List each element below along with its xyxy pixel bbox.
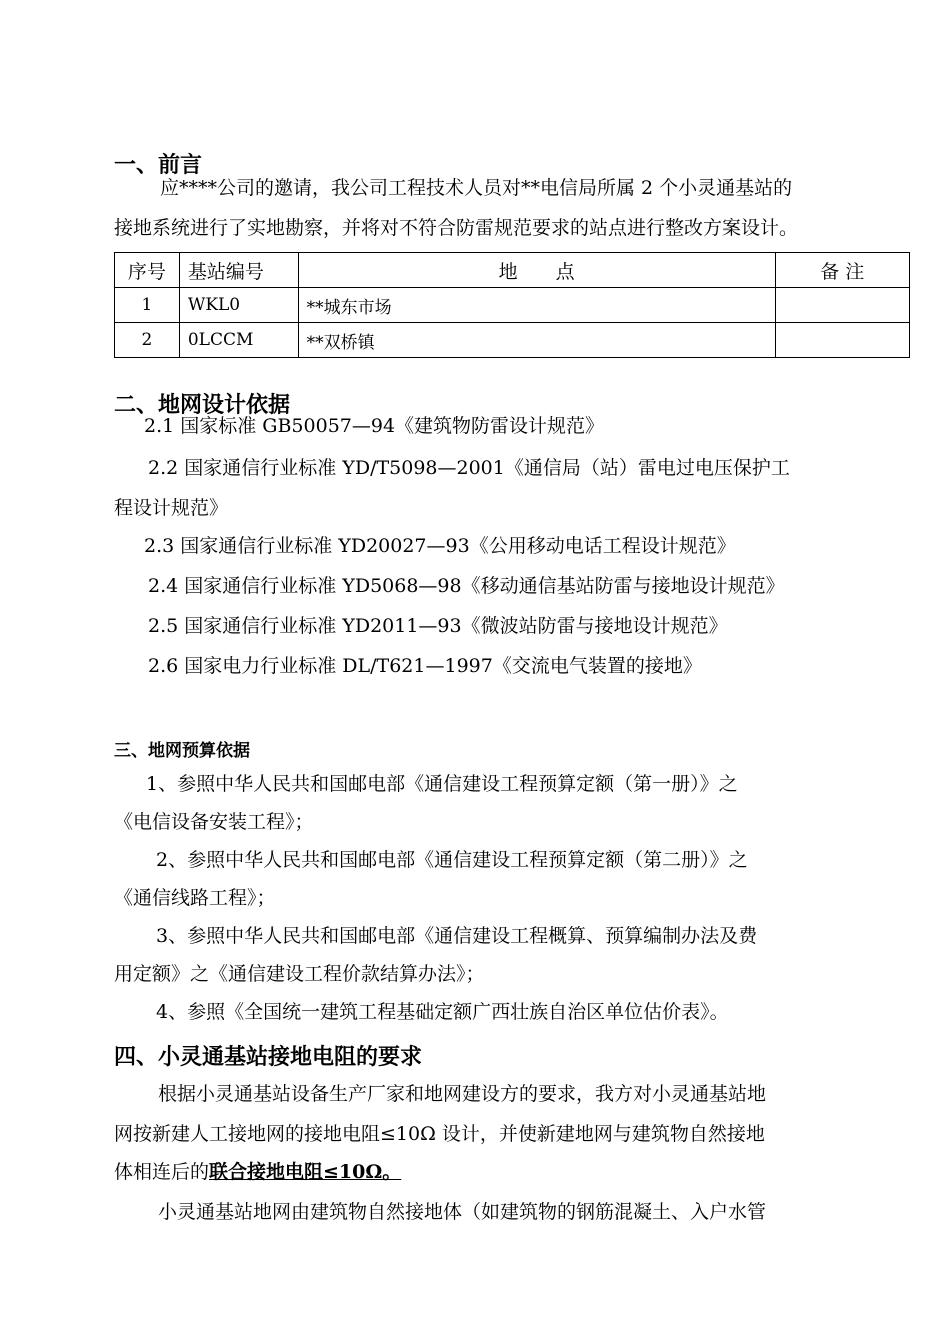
standard-item: 2.1 国家标准 GB50057—94《建筑物防雷设计规范》 xyxy=(144,415,605,437)
row-location: **城东市场 xyxy=(298,288,775,323)
requirement-text: 体相连后的 xyxy=(114,1161,210,1183)
section-1-title: 一、前言 xyxy=(114,153,203,178)
standard-item: 2.6 国家电力行业标准 DL/T621—1997《交流电气装置的接地》 xyxy=(148,655,702,677)
standard-item: 2.2 国家通信行业标准 YD/T5098—2001《通信局（站）雷电过电压保护工 xyxy=(148,457,790,479)
standard-item: 2.4 国家通信行业标准 YD5068—98《移动通信基站防雷与接地设计规范》 xyxy=(148,575,785,597)
standard-item: 2.3 国家通信行业标准 YD20027—93《公用移动电话工程设计规范》 xyxy=(144,535,736,557)
requirement-line: 网按新建人工接地网的接地电阻≤10Ω 设计，并使新建地网与建筑物自然接地 xyxy=(114,1123,765,1145)
row-code: WKL0 xyxy=(179,288,298,323)
budget-basis-line: 3、参照中华人民共和国邮电部《通信建设工程概算、预算编制办法及费 xyxy=(156,925,758,947)
standard-item-continuation: 程设计规范》 xyxy=(114,497,229,519)
section-4-title: 四、小灵通基站接地电阻的要求 xyxy=(114,1045,423,1070)
row-no: 1 xyxy=(115,288,180,323)
budget-basis-line: 《通信线路工程》； xyxy=(114,887,276,909)
header-location: 地 点 xyxy=(298,253,775,288)
section-2-title: 二、地网设计依据 xyxy=(114,393,291,418)
row-no: 2 xyxy=(115,323,180,358)
section-3-title: 三、地网预算依据 xyxy=(114,741,250,761)
header-no: 序号 xyxy=(115,253,180,288)
header-code: 基站编号 xyxy=(179,253,298,288)
table-header-row xyxy=(115,253,910,288)
section-1-para-line-1: 应****公司的邀请，我公司工程技术人员对**电信局所属 2 个小灵通基站的 xyxy=(160,177,793,199)
budget-basis-line: 4、参照《全国统一建筑工程基础定额广西壮族自治区单位估价表》。 xyxy=(156,1001,729,1023)
budget-basis-line: 用定额》之《通信建设工程价款结算办法》； xyxy=(114,963,485,985)
header-note: 备 注 xyxy=(775,253,910,288)
standard-item: 2.5 国家通信行业标准 YD2011—93《微波站防雷与接地设计规范》 xyxy=(148,615,728,637)
row-code: 0LCCM xyxy=(179,323,298,358)
section-1-para-line-2: 接地系统进行了实地勘察，并将对不符合防雷规范要求的站点进行整改方案设计。 xyxy=(114,217,799,239)
combined-grounding-resistance: 联合接地电阻≤10Ω。 xyxy=(209,1161,402,1183)
budget-basis-line: 《电信设备安装工程》； xyxy=(114,811,314,833)
site-table xyxy=(114,252,910,358)
requirement-line: 小灵通基站地网由建筑物自然接地体（如建筑物的钢筋混凝土、入户水管 xyxy=(158,1201,767,1223)
table-row xyxy=(115,288,910,323)
requirement-line-with-emphasis xyxy=(114,1160,401,1184)
table-row xyxy=(115,323,910,358)
requirement-line: 根据小灵通基站设备生产厂家和地网建设方的要求，我方对小灵通基站地 xyxy=(158,1083,767,1105)
row-note xyxy=(775,288,910,323)
row-note xyxy=(775,323,910,358)
row-location: **双桥镇 xyxy=(298,323,775,358)
budget-basis-line: 1、参照中华人民共和国邮电部《通信建设工程预算定额（第一册）》之 xyxy=(146,773,738,795)
budget-basis-line: 2、参照中华人民共和国邮电部《通信建设工程预算定额（第二册）》之 xyxy=(156,849,748,871)
